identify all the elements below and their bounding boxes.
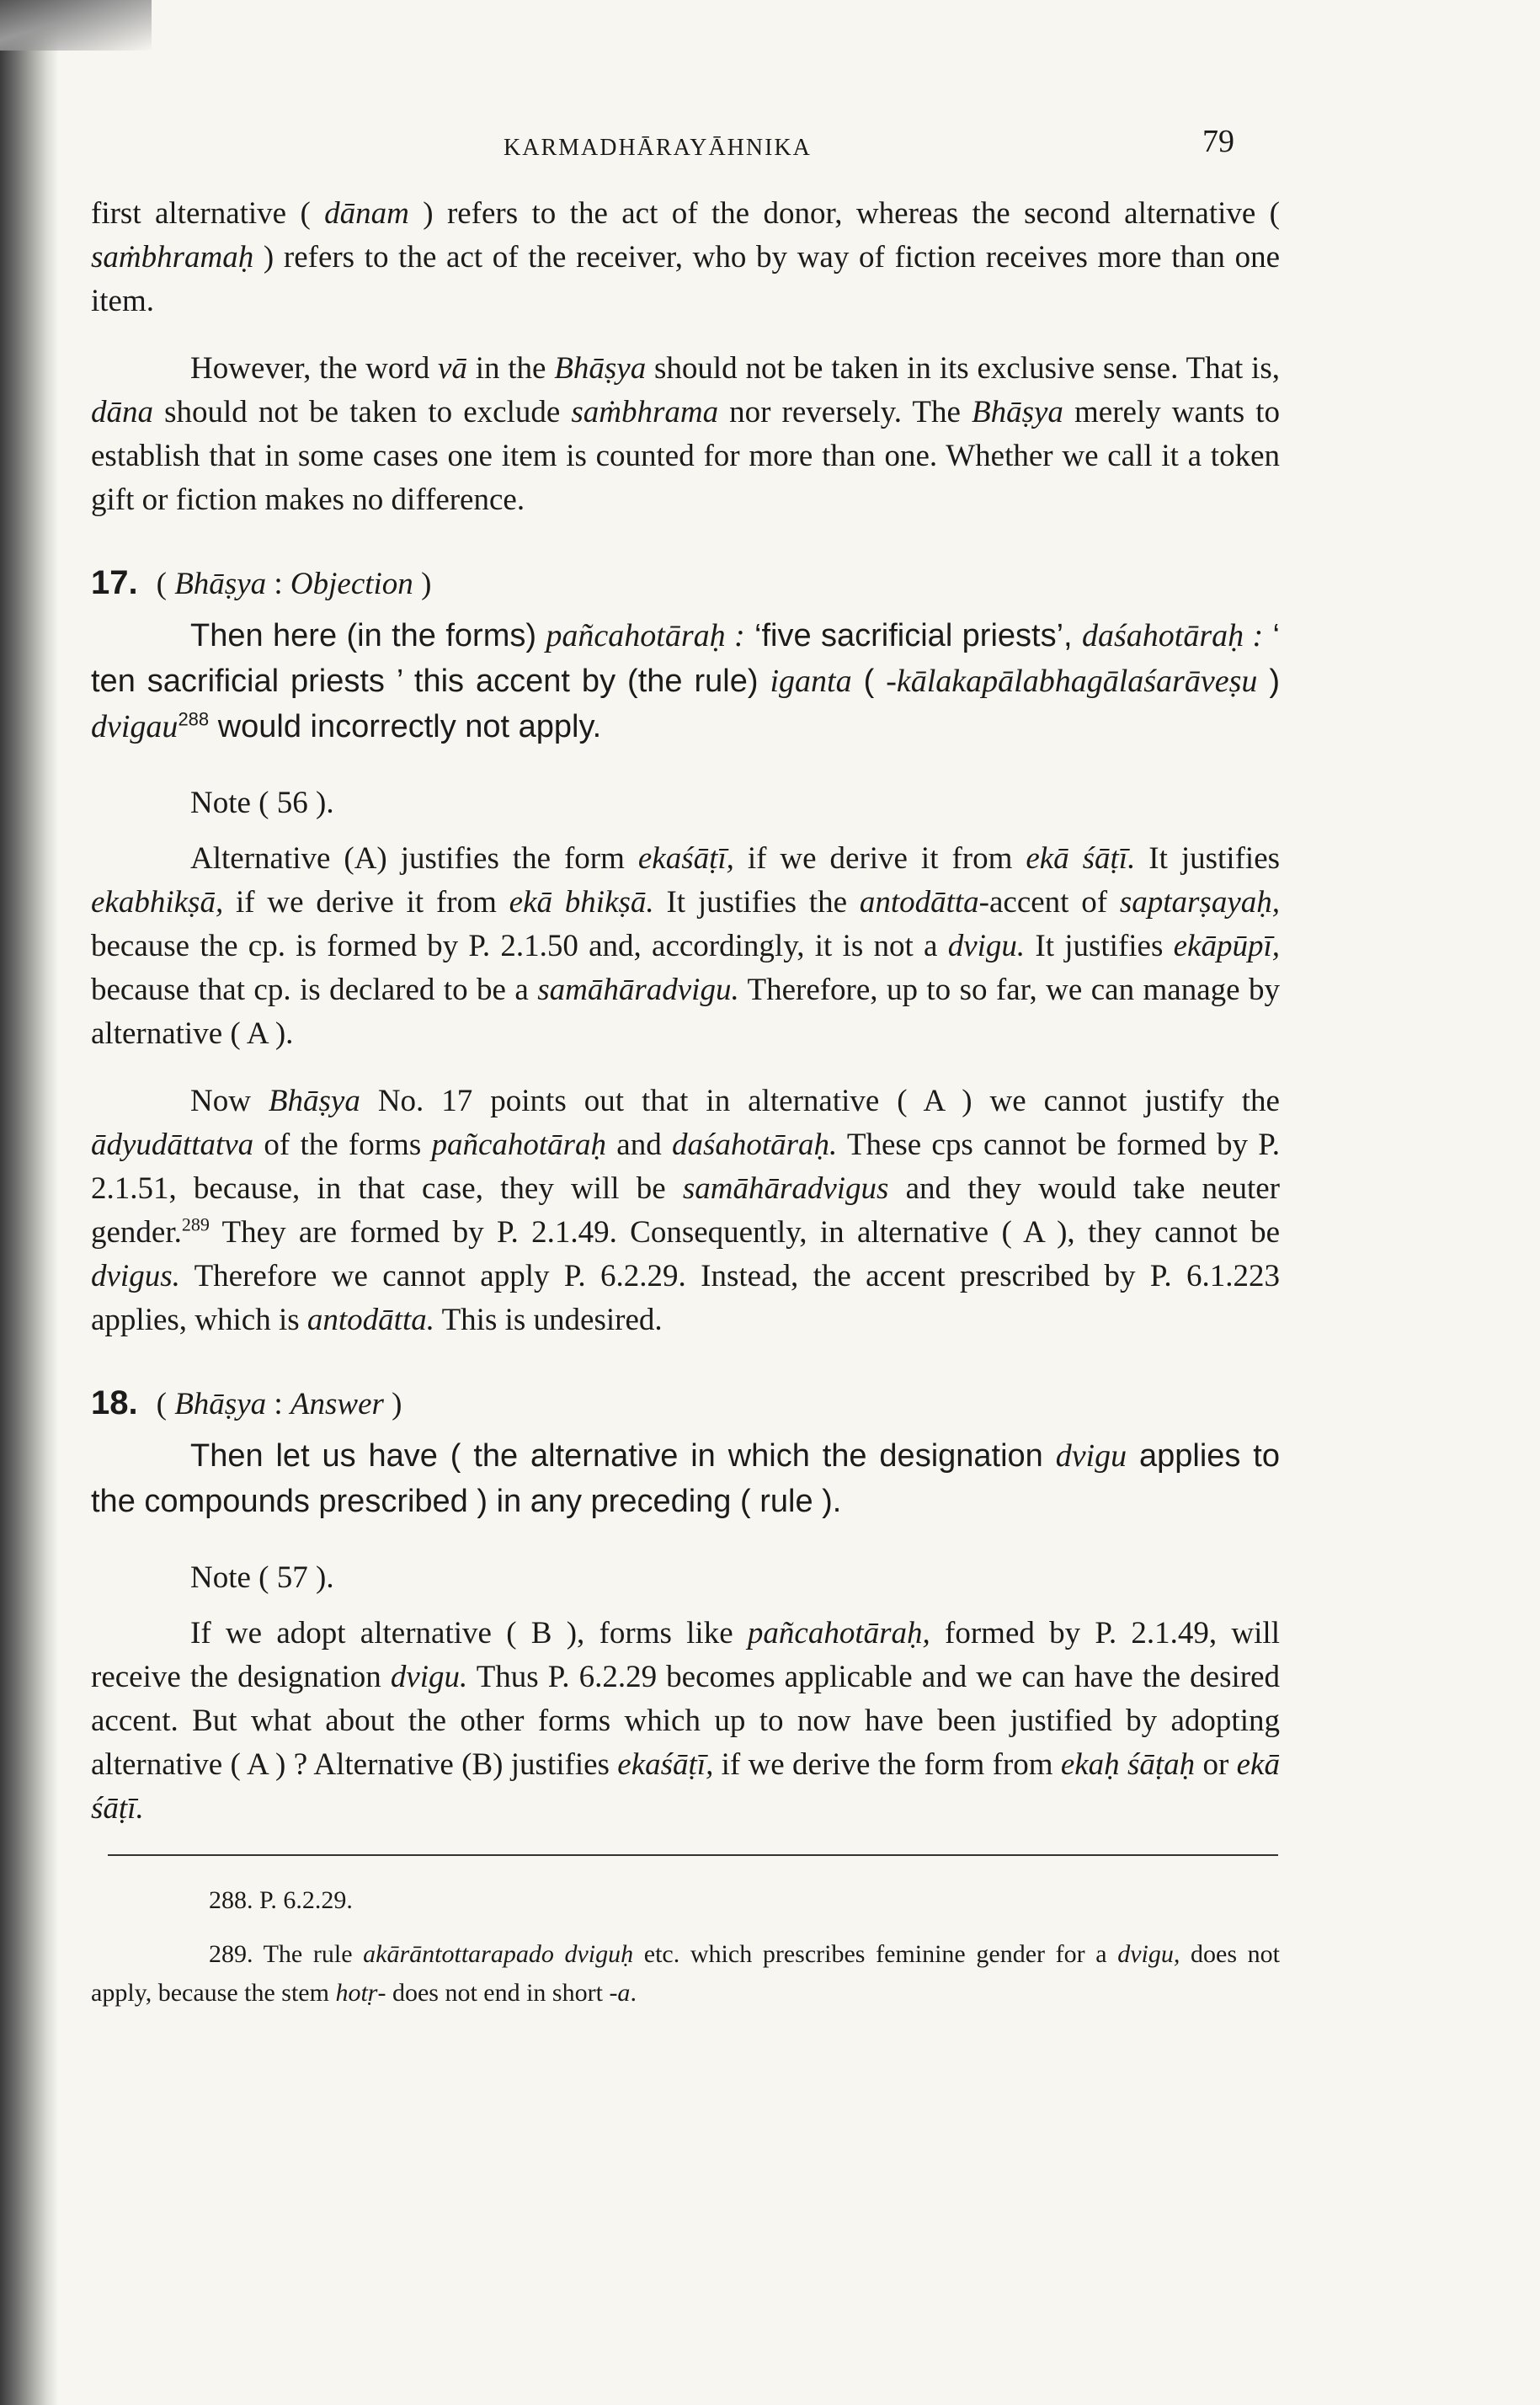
book-spine-shadow — [0, 0, 59, 2405]
footnote-divider — [108, 1854, 1278, 1856]
page-body — [91, 192, 1280, 2028]
paragraph-note-57: If we adopt alternative ( B ), forms like pañcahotāraḥ, formed by P. 2.1.49, will receive the designation dvigu. Thus P. 6.2.29 becomes applicable and we can have the desired accent. But what about the other forms which up to now have been justified by adopting alternative ( A ) ? Alternative (B) justifies ekaśāṭī, if we derive the form from ekaḥ śāṭaḥ or ekā śāṭī. — [91, 1616, 1280, 1826]
paragraph-first-alternative: first alternative ( dānam ) refers to the act of the donor, whereas the second alternative ( saṁbhramaḥ ) refers to the act of the receiver, who by way of fiction receives more than one item. — [91, 196, 1280, 318]
section-heading-17: 17. ( Bhāṣya : Objection ) — [91, 564, 432, 601]
section-heading-18: 18. ( Bhāṣya : Answer ) — [91, 1384, 402, 1421]
paragraph-note-56-a: Alternative (A) justifies the form ekaśāṭī, if we derive it from ekā śāṭī. It justifies ekabhikṣā, if we derive it from ekā bhikṣā. It justifies the antodātta-accent of saptarṣayaḥ, because the cp. is formed by P. 2.1.50 and, accordingly, it is not a dvigu. It justifies ekāpūpī, because that cp. is declared to be a samāhāradvigu. Therefore, up to so far, we can manage by alternative ( A ). — [91, 841, 1281, 1051]
page-number: 79 — [1202, 124, 1234, 159]
footnote-288: 288. P. 6.2.29. — [209, 1886, 353, 1914]
translation-18: Then let us have ( the alternative in which the designation dvigu applies to the compounds prescribed ) in any preceding ( rule ). — [91, 1438, 1280, 1519]
paragraph-however: However, the word vā in the Bhāṣya should not be taken in its exclusive sense. That is, dāna should not be taken to exclude saṁbhrama nor reversely. The Bhāṣya merely wants to establish that in some cases one item is counted for more than one. Whether we call it a token gift or fiction makes no difference. — [91, 351, 1280, 517]
footnote-289: 289. The rule akārāntottarapado dviguḥ etc. which prescribes feminine gender for a dvigu, does not apply, because the stem hotṛ- does not end in short -a. — [91, 1940, 1281, 2007]
note-heading-56: Note ( 56 ). — [190, 786, 334, 820]
footnotes — [91, 1881, 1280, 2013]
footnote-ref-289: 289 — [181, 1213, 210, 1235]
running-header: KARMADHĀRAYĀHNIKA — [504, 135, 812, 161]
page-corner-shadow — [0, 0, 152, 51]
paragraph-note-56-b: Now Bhāṣya No. 17 points out that in alternative ( A ) we cannot justify the ādyudāttatva of the forms pañcahotāraḥ and daśahotāraḥ. These cps cannot be formed by P. 2.1.51, because, in that case, they will be samāhāradvigus and they would take neuter gender.$^{289}$ They are formed by P. 2.1.49. Consequently, in alternative ( A ), they cannot be dvigus. Therefore we cannot apply P. 6.2.29. Instead, the accent prescribed by P. 6.1.223 applies, which is antodātta. This is undesired. — [91, 1084, 1281, 1337]
note-heading-57: Note ( 57 ). — [190, 1560, 334, 1595]
footnote-ref-288: 288 — [178, 708, 210, 730]
translation-17: Then here (in the forms) pañcahotāraḥ : ‘five sacrificial priests’, daśahotāraḥ : ‘ ten sacrificial priests ’ this accent by (the rule) iganta ( -kālakapālabhagālaśarāveṣu ) dvigau$^{288}$ would incorrectly not apply. — [91, 618, 1280, 744]
